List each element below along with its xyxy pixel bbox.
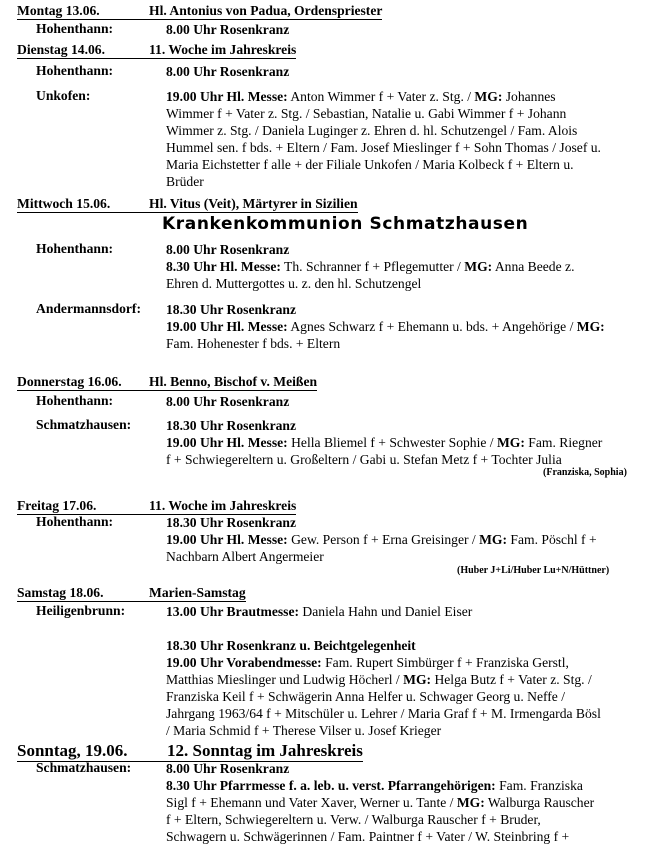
entry-text: Fam. Pöschl f +	[507, 532, 597, 547]
location-label: Schmatzhausen:	[36, 417, 132, 432]
entry-text: Hummel sen. f bds. + Eltern / Fam. Josef Mieslinger f + Sohn Thomas / Josef u.	[166, 140, 601, 155]
entry-line	[166, 688, 656, 705]
entry-line	[166, 722, 656, 739]
entry-bold: 19.00 Uhr Hl. Messe:	[166, 435, 288, 450]
entry-text: Sigl f + Ehemann und Vater Xaver, Werner u. Tante /	[166, 795, 457, 810]
entry-bold: 8.00 Uhr Rosenkranz	[166, 394, 290, 409]
entry-line	[166, 705, 656, 722]
day-date: Samstag 18.06.	[17, 585, 104, 600]
day-title: 11. Woche im Jahreskreis	[149, 42, 297, 57]
entry-bold: 8.00 Uhr Rosenkranz	[166, 761, 290, 776]
day-header	[17, 2, 382, 20]
entry-line	[166, 318, 656, 335]
entry-text: Ehren d. Muttergottes u. z. den hl. Schutzengel	[166, 276, 422, 291]
day-header	[17, 497, 296, 515]
day-title: Marien-Samstag	[149, 585, 246, 600]
entry-text: Nachbarn Albert Angermeier	[166, 549, 324, 564]
location-label: Andermannsdorf:	[36, 301, 141, 316]
entry-bold: 8.00 Uhr Rosenkranz	[166, 64, 290, 79]
entry-bold: MG:	[576, 319, 605, 334]
entry-bold: 19.00 Uhr Hl. Messe:	[166, 319, 288, 334]
day-date: Sonntag, 19.06.	[17, 741, 128, 760]
entry-line	[166, 531, 656, 548]
entry-text: Agnes Schwarz f + Ehemann u. bds. + Angehörige /	[287, 319, 577, 334]
entry-text: Maria Eichstetter f alle + der Filiale Unkofen / Maria Kolbeck f + Eltern u.	[166, 157, 574, 172]
entry-text: Hella Bliemel f + Schwester Sophie /	[287, 435, 497, 450]
entry-bold: 19.00 Uhr Hl. Messe:	[166, 89, 288, 104]
entry-text: Matthias Mieslinger und Ludwig Höcherl /	[166, 672, 404, 687]
entry-line	[166, 21, 656, 38]
entry-text: Johannes	[502, 89, 556, 104]
entry-text: Franziska Keil f + Schwägerin Anna Helfer u. Schwager Georg u. Neffe /	[166, 689, 565, 704]
entry-line	[166, 173, 656, 190]
entry-line	[166, 241, 656, 258]
entry-text: Th. Schranner f + Pflegemutter /	[280, 259, 465, 274]
entry-text: Gew. Person f + Erna Greisinger /	[287, 532, 480, 547]
entry-bold: MG:	[464, 259, 493, 274]
location-label: Hohenthann:	[36, 393, 114, 408]
entry-bold: MG:	[474, 89, 503, 104]
krankenkommunion-heading: Krankenkommunion Schmatzhausen	[162, 214, 529, 234]
entry-bold: 8.30 Uhr Pfarrmesse f. a. leb. u. verst. Pfarrangehörigen:	[166, 778, 496, 793]
entry-text: Fam. Riegner	[524, 435, 603, 450]
entry-text: Schwagern u. Schwägerinnen / Fam. Paintner f + Vater / W. Steinbring f +	[166, 829, 570, 844]
entry-line	[166, 811, 656, 828]
entry-line	[166, 603, 656, 620]
entry-line	[166, 654, 656, 671]
day-title: Hl. Vitus (Veit), Märtyrer in Sizilien	[149, 196, 358, 211]
entry-bold: MG:	[456, 795, 485, 810]
day-title: 11. Woche im Jahreskreis	[149, 498, 297, 513]
day-date: Dienstag 14.06.	[17, 42, 105, 57]
entry-line	[166, 760, 656, 777]
location-label: Hohenthann:	[36, 241, 114, 256]
entry-line	[166, 88, 656, 105]
entry-text: Wimmer f + Vater z. Stg. / Sebastian, Natalie u. Gabi Wimmer f + Johann	[166, 106, 567, 121]
entry-line	[166, 105, 656, 122]
entry-text: Anna Beede z.	[492, 259, 575, 274]
location-label: Hohenthann:	[36, 63, 114, 78]
entry-line	[166, 417, 656, 434]
entry-line	[166, 63, 656, 80]
day-date: Montag 13.06.	[17, 3, 100, 18]
location-label: Unkofen:	[36, 88, 91, 103]
entry-line	[166, 139, 656, 156]
entry-text: Daniela Hahn und Daniel Eiser	[299, 604, 473, 619]
entry-line	[166, 393, 656, 410]
entry-text: Anton Wimmer f + Vater z. Stg. /	[287, 89, 475, 104]
entry-line	[166, 671, 656, 688]
day-header	[17, 740, 363, 762]
entry-text: Helga Butz f + Vater z. Stg. /	[431, 672, 592, 687]
entry-line	[166, 122, 656, 139]
location-label: Heiligenbrunn:	[36, 603, 126, 618]
entry-text: Fam. Hohenester f bds. + Eltern	[166, 336, 341, 351]
entry-text: Fam. Franziska	[495, 778, 583, 793]
day-header	[17, 373, 317, 391]
day-date: Mittwoch 15.06.	[17, 196, 111, 211]
entry-bold: 8.30 Uhr Hl. Messe:	[166, 259, 281, 274]
entry-line	[166, 777, 656, 794]
day-title: Hl. Antonius von Padua, Ordenspriester	[149, 3, 383, 18]
location-label: Schmatzhausen:	[36, 760, 132, 775]
entry-bold: MG:	[496, 435, 525, 450]
entry-line	[166, 156, 656, 173]
entry-bold: 13.00 Uhr Brautmesse:	[166, 604, 300, 619]
day-date: Donnerstag 16.06.	[17, 374, 122, 389]
entry-bold: MG:	[479, 532, 508, 547]
entry-line	[166, 335, 656, 352]
day-date: Freitag 17.06.	[17, 498, 97, 513]
note: (Franziska, Sophia)	[543, 467, 627, 478]
entry-line	[166, 514, 656, 531]
location-label: Hohenthann:	[36, 21, 114, 36]
entry-text: Walburga Rauscher	[484, 795, 595, 810]
entry-text: f + Schwiegereltern u. Großeltern / Gabi u. Stefan Metz f + Tochter Julia	[166, 452, 562, 467]
entry-line	[166, 637, 656, 654]
day-header	[17, 41, 296, 59]
entry-line	[166, 828, 656, 845]
entry-text: Fam. Rupert Simbürger f + Franziska Gerstl,	[321, 655, 569, 670]
entry-text: Wimmer z. Stg. / Daniela Luginger z. Ehren d. hl. Schutzengel / Fam. Alois	[166, 123, 578, 138]
day-title: 12. Sonntag im Jahreskreis	[167, 741, 363, 760]
entry-bold: 8.00 Uhr Rosenkranz	[166, 22, 290, 37]
entry-bold: 18.30 Uhr Rosenkranz u. Beichtgelegenheit	[166, 638, 416, 653]
entry-bold: 18.30 Uhr Rosenkranz	[166, 418, 297, 433]
entry-text: Brüder	[166, 174, 204, 189]
entry-line	[166, 258, 656, 275]
day-title: Hl. Benno, Bischof v. Meißen	[149, 374, 318, 389]
entry-text: / Maria Schmid f + Therese Vilser u. Josef Krieger	[166, 723, 442, 738]
note: (Huber J+Li/Huber Lu+N/Hüttner)	[457, 565, 610, 576]
day-header	[17, 584, 246, 602]
location-label: Hohenthann:	[36, 514, 114, 529]
entry-line	[166, 434, 656, 451]
entry-text: f + Eltern, Schwiegereltern u. Verw. / Walburga Rauscher f + Bruder,	[166, 812, 541, 827]
entry-bold: 18.30 Uhr Rosenkranz	[166, 302, 297, 317]
entry-bold: 19.00 Uhr Hl. Messe:	[166, 532, 288, 547]
entry-bold: MG:	[403, 672, 432, 687]
entry-bold: 8.00 Uhr Rosenkranz	[166, 242, 290, 257]
entry-line	[166, 301, 656, 318]
entry-line	[166, 794, 656, 811]
entry-line	[166, 451, 656, 468]
day-header	[17, 195, 358, 213]
entry-bold: 18.30 Uhr Rosenkranz	[166, 515, 297, 530]
entry-line	[166, 275, 656, 292]
entry-text: Jahrgang 1963/64 f + Mitschüler u. Lehrer / Maria Graf f + M. Irmengarda Bösl	[166, 706, 601, 721]
entry-line	[166, 548, 656, 565]
entry-bold: 19.00 Uhr Vorabendmesse:	[166, 655, 322, 670]
